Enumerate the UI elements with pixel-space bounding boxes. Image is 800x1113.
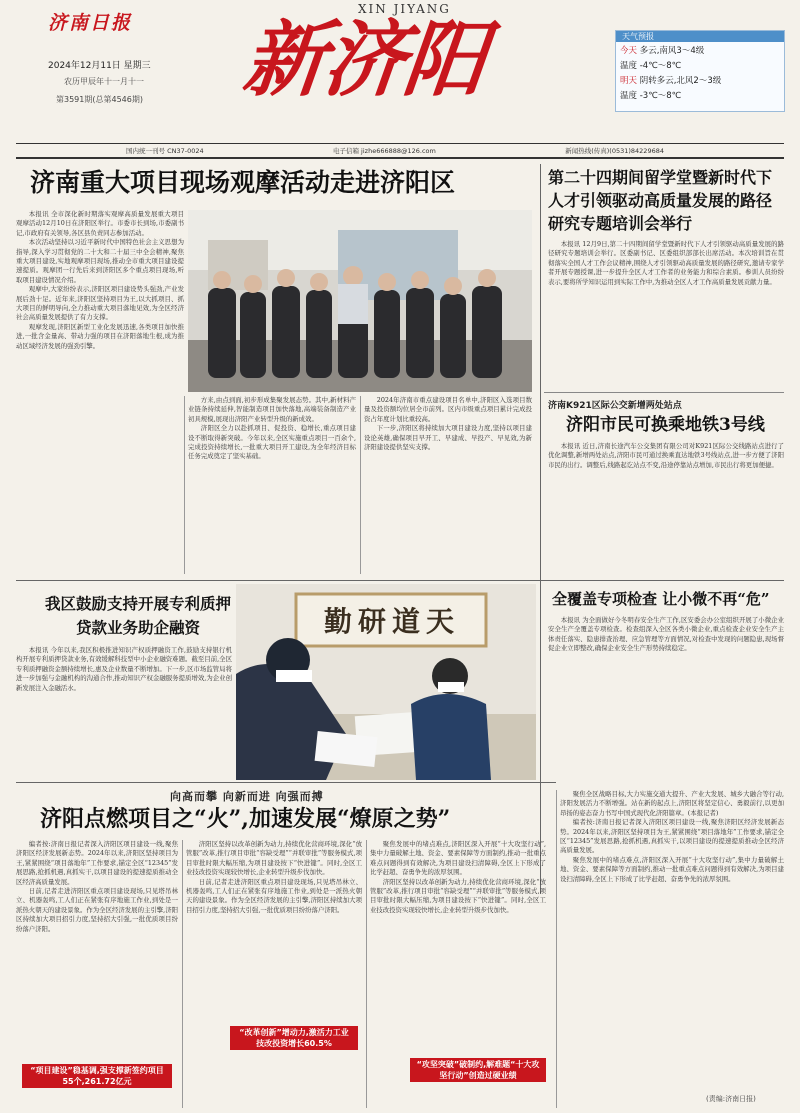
lead-headline: 济南重大项目现场观摩活动走进济阳区 <box>30 168 456 197</box>
lead-body-col2 <box>188 396 356 574</box>
check-body <box>548 616 784 774</box>
weather-tomorrow-label: 明天 <box>620 76 638 86</box>
info-bar <box>16 146 784 155</box>
masthead-lunar: 农历甲辰年十一月十一 <box>64 77 144 86</box>
bottom-para: 济阳区坚持以改革创新为动力,持续优化营商环境,深化“放管服”改革,推行项目审批“容缺受理”“并联审批”等服务模式,项目审批时限大幅压缩,为项目建设按下“快进键”。同时,全区工业技改投资实现较快增长,企业转型升级步伐加快。 <box>186 840 362 877</box>
finance-photo <box>236 584 536 780</box>
lead-para: 本报讯 全市深化新时期落实观摩高质量发展重大项目观摩活动12月10日在济阳区举行。市委市长到场,市委副书记,市政府有关领导,各区县负责同志参加活动。 <box>16 210 184 237</box>
check-headline: 全覆盖专项检查 让小微不再“危” <box>552 590 770 608</box>
weather-box <box>615 30 785 112</box>
weather-today-temp: -4℃～8℃ <box>639 61 682 71</box>
right-top-body <box>548 240 784 386</box>
bottom-para: 日前,记者走进济阳区重点项目建设现场,只见塔吊林立、机器轰鸣,工人们正在紧张有序地施工作业,到处是一派热火朝天的建设景象。作为全区经济发展的主引擎,济阳区持续加大项目招引力度,坚持招大引强,一批优质项目纷纷落户济阳。 <box>186 877 362 914</box>
bottom-para: 编者按:济南日报记者深入济阳区项目建设一线,聚焦济阳区经济发展新态势。2024年以来,济阳区坚持项目为王,紧紧围绕“项目落地年”工作要求,锚定全区“12345”发展思路,抢抓机遇,真抓实干,以项目建设的提速提质推动全区经济高质量发展。 <box>560 818 784 855</box>
masthead-title: 新济阳 <box>238 12 490 108</box>
finance-para: 本报讯 今年以来,我区积极推进知识产权质押融资工作,鼓励支持银行机构开展专利质押贷款业务,有效缓解科技型中小企业融资难题。截至目前,全区专利质押融资金额持续增长,惠及企业数量不断增加。下一步,区市场监管局将进一步加强与金融机构的沟通合作,推动知识产权金融服务提质增效,为企业创新发展注入金融活水。 <box>16 646 232 692</box>
info-cn: 国内统一刊号 CN37-0024 <box>126 147 204 155</box>
paper-logo: 济南日报 <box>48 12 133 34</box>
masthead-issue: 第3591期(总第4546期) <box>56 95 143 104</box>
lead-para: 下一步,济阳区将持续加大项目建设力度,坚持以项目建设论英雄,确保项目早开工、早建成、早投产、早见效,为新济阳建设提供坚实支撑。 <box>364 424 532 452</box>
bottom-para: 日前,记者走进济阳区重点项目建设现场,只见塔吊林立、机器轰鸣,工人们正在紧张有序地施工作业,到处是一派热火朝天的建设景象。作为全区经济发展的主引擎,济阳区持续加大项目招引力度,坚持招大引强,一批优质项目纷纷落户济阳。 <box>16 887 178 933</box>
weather-title: 天气预报 <box>616 31 784 42</box>
bottom-editor: (责编:济南日报) <box>706 1095 756 1103</box>
finance-headline: 我区鼓励支持开展专利质押贷款业务助企融资 <box>44 594 231 637</box>
bottom-body-4 <box>560 790 784 1090</box>
weather-tomorrow-desc: 阴转多云,北风2～3级 <box>639 76 722 86</box>
weather-today-label: 今天 <box>620 46 638 56</box>
lead-para: 济阳区全力以赴抓项目、促投资、稳增长,重点项目建设不断取得新突破。今年以来,全区实施重点项目一百余个,完成投资持续增长,一批重大项目开工建设,为全年经济目标任务完成奠定了坚实基础。 <box>188 424 356 461</box>
lead-para: 方来,由点到面,初步形成集聚发展态势。其中,新材料产业链条持续延伸,智能制造项目加快落地,高端装备制造产业初具规模,展现出济阳产业转型升级的新成效。 <box>188 396 356 423</box>
weather-today-desc: 多云,南风3～4级 <box>639 46 705 56</box>
bus-para: 本报讯 近日,济南长途汽车公交集团有限公司对K921区际公交线路站点进行了优化调整,新增两处站点,济阳市民可通过换乘直达地铁3号线站点,进一步方便了济阳市民的出行。调整后,线路起讫站点不变,沿途停靠站点增加,市民出行将更加便捷。 <box>548 442 784 469</box>
bus-body <box>548 442 784 574</box>
weather-tomorrow-temp-label: 温度 <box>620 91 638 101</box>
right-top-headline: 第二十四期间留学堂暨新时代下人才引领驱动高质量发展的路径研究专题培训会举行 <box>548 168 773 233</box>
lead-body <box>16 210 184 580</box>
bus-tag: 济南K921区际公交新增两处站点 <box>548 401 682 411</box>
masthead-date: 2024年12月11日 星期三 <box>48 61 151 71</box>
check-para: 本报讯 为全面做好今冬明春安全生产工作,区安委会办公室组织开展了小微企业安全生产全覆盖专项检查。检查组深入全区各类小微企业,重点检查企业安全生产主体责任落实、隐患排查治理、应急管理等方面情况,对检查中发现的问题隐患,现场督促企业立即整改,确保企业安全生产形势持续稳定。 <box>548 616 784 653</box>
bottom-headline: 济阳点燃项目之“火”,加速发展“燎原之势” <box>40 806 451 832</box>
bottom-body-1 <box>16 840 178 1060</box>
bottom-callout-3: “攻坚突破”破制约,解难题“十大攻坚行动”创造过硬业绩 <box>410 1058 546 1082</box>
info-hotline: 新闻热线(传真)(0531)84229684 <box>565 147 664 155</box>
masthead-pinyin: XIN JIYANG <box>358 2 451 16</box>
lead-para: 2024年济南市重点建设项目名单中,济阳区入选项目数量及投资额均位居全市前列。区内市级重点项目累计完成投资占年度计划比重较高。 <box>364 396 532 423</box>
bus-headline: 济阳市民可换乘地铁3号线 <box>566 415 765 435</box>
bottom-para: 济阳区坚持以改革创新为动力,持续优化营商环境,深化“放管服”改革,推行项目审批“容缺受理”“并联审批”等服务模式,项目审批时限大幅压缩,为项目建设按下“快进键”。同时,全区工业技改投资实现较快增长,企业转型升级步伐加快。 <box>370 877 546 914</box>
lead-body-col3 <box>364 396 532 574</box>
right-top-para: 本报讯 12月9日,第二十四期间留学堂暨新时代下人才引领驱动高质量发展的路径研究专题培训会举行。区委副书记、区委组织部部长出席活动。本次培训旨在贯彻落实全国人才工作会议精神,围绕人才引领驱动高质量发展的路径研究,邀请专家学者开展专题授课,进一步提升全区人才工作者的业务能力和综合素质。参训人员纷纷表示,要将所学知识运用到实际工作中,为推动全区人才工作高质量发展贡献力量。 <box>548 240 784 286</box>
weather-today-temp-label: 温度 <box>620 61 638 71</box>
bottom-body-3 <box>370 840 546 1060</box>
bottom-callout-2: “改革创新”增动力,激活力工业技改投资增长60.5% <box>230 1026 358 1050</box>
bottom-para: 编者按:济南日报记者深入济阳区项目建设一线,聚焦济阳区经济发展新态势。2024年以来,济阳区坚持项目为王,紧紧围绕“项目落地年”工作要求,锚定全区“12345”发展思路,抢抓机遇,真抓实干,以项目建设的提速提质推动全区经济高质量发展。 <box>16 840 178 886</box>
lead-para: 观摩发现,济阳区新型工业化发展迅速,各类项目加快推进,一批含金量高、带动力强的项目在济阳落地生根,成为推动区域经济发展的强劲引擎。 <box>16 322 184 350</box>
bottom-callout-1: “项目建设”稳基调,强支撑新签约项目55个,261.72亿元 <box>22 1064 172 1088</box>
finance-photo-banner: 勤研道天 <box>323 605 460 638</box>
bottom-para: 聚焦发展中的堵点难点,济阳区深入开展“十大攻坚行动”,集中力量破解土地、资金、要素保障等方面制约,推动一批重点难点问题得到有效解决,为项目建设扫清障碍,全区上下形成了比学赶超、奋勇争先的浓厚氛围。 <box>560 855 784 883</box>
lead-photo <box>188 210 532 392</box>
bottom-kicker: 向高而攀 向新而进 向强而搏 <box>170 790 324 803</box>
bottom-para: 聚焦全区战略目标,大力实施交通大提升、产业大发展、城乡大融合等行动,济阳发展活力不断增强。站在新的起点上,济阳区将坚定信心、勇毅前行,以更加昂扬的姿态奋力书写中国式现代化济阳篇章。(本报记者) <box>560 790 784 817</box>
finance-body <box>16 646 232 772</box>
lead-para: 本次活动坚持以习近平新时代中国特色社会主义思想为指导,深入学习贯彻党的二十大和二十届三中全会精神,聚焦重大项目建设,实地观摩项目现场,推动全市重大项目建设提速提质。观摩团一行先后来到济阳区多个重点项目现场,听取项目建设情况介绍。 <box>16 238 184 284</box>
info-email: 电子信箱 jizhe666888@126.com <box>332 147 436 155</box>
bottom-para: 聚焦发展中的堵点难点,济阳区深入开展“十大攻坚行动”,集中力量破解土地、资金、要素保障等方面制约,推动一批重点难点问题得到有效解决,为项目建设扫清障碍,全区上下形成了比学赶超、奋勇争先的浓厚氛围。 <box>370 840 546 877</box>
weather-tomorrow-temp: -3℃～8℃ <box>639 91 682 101</box>
lead-para: 观摩中,大家纷纷表示,济阳区项目建设势头强劲,产业发展后劲十足。近年来,济阳区坚持项目为王,以大抓项目、抓大项目的鲜明导向,全力推动重大项目落地见效,为全区经济社会高质量发展提供了有力支撑。 <box>16 285 184 322</box>
